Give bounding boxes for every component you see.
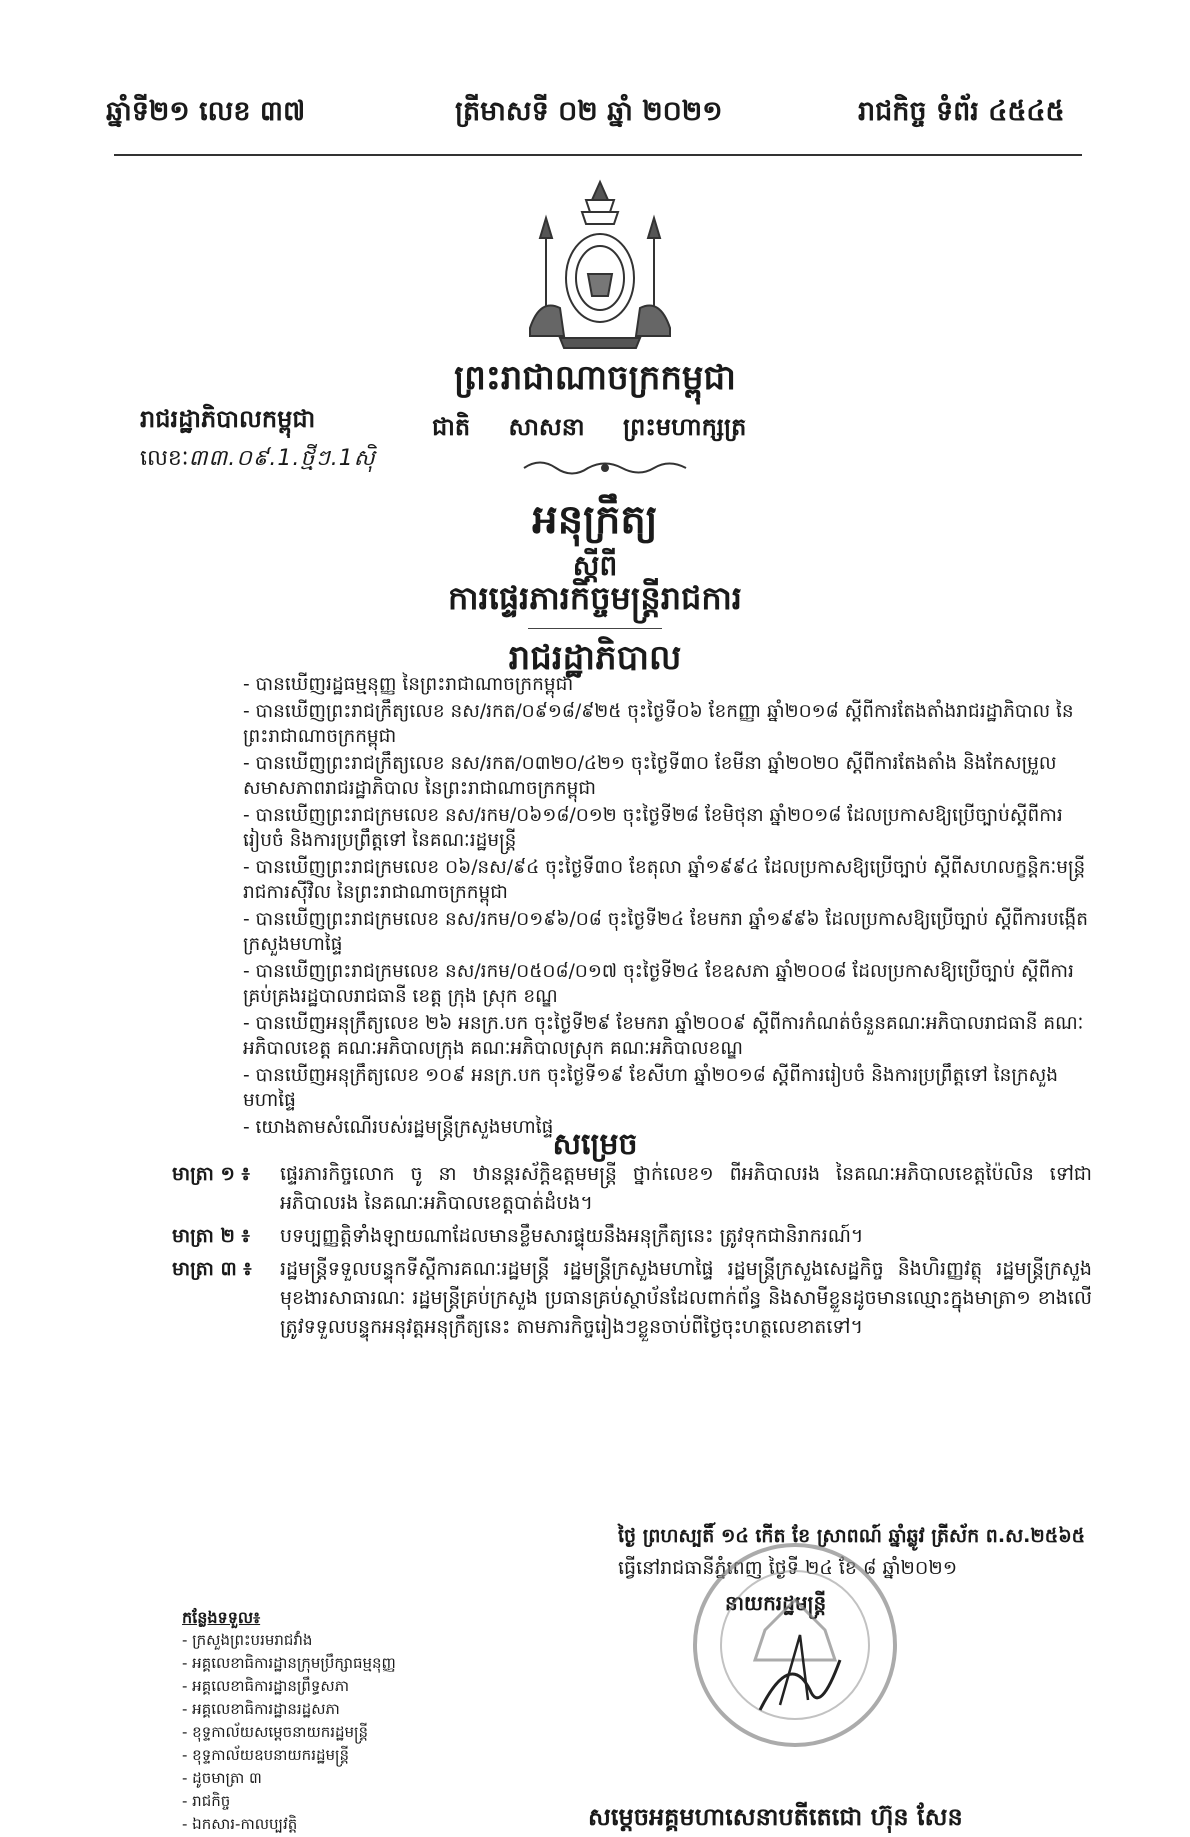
- lunar-date-line: ថ្ងៃ ព្រហស្បតិ៍ ១៤ កើត ខែ ស្រាពណ៍ ឆ្នាំឆ្លូវ ត្រីស័ក ព.ស.២៥៦៥: [618, 1525, 1086, 1547]
- about-label: ស្តីពី: [572, 549, 618, 582]
- signatory-name: សម្តេចអគ្គមហាសេនាបតីតេជោ ហ៊ុន សែន: [588, 1803, 963, 1831]
- recital-item: - បានឃើញព្រះរាជក្រមលេខ នស/រកម/០១៩៦/០៨ ចុះថ្ងៃទី២៤ ខែមករា ឆ្នាំ១៩៩៦ ដែលប្រកាសឱ្យប្រើច្បាប់ ស្តីពីការបង្កើតក្រសួងមហាផ្ទៃ: [243, 908, 1089, 955]
- distribution-item: - ខុទ្ទកាល័យឧបនាយករដ្ឋមន្ត្រី: [182, 1746, 349, 1764]
- article-label: មាត្រា ១ ៖: [172, 1163, 250, 1185]
- distribution-list: [182, 1606, 396, 1836]
- article-text: ផ្ទេរភារកិច្ចលោក ចូ នា ឋានន្តរស័ក្តិឧត្តមមន្ត្រី ថ្នាក់លេខ១ ពីអភិបាលរង នៃគណៈអភិបាលខេត្តប៉ៃលិន ទៅជាអភិបាលរង នៃគណៈអភិបាលខេត្តបាត់ដំបង។: [280, 1163, 1092, 1214]
- national-motto: ជាតិ សាសនា ព្រះមហាក្សត្រ: [432, 413, 747, 441]
- distribution-item: - អគ្គលេខាធិការដ្ឋានរដ្ឋសភា: [182, 1700, 340, 1718]
- recitals-list: [243, 672, 1093, 1141]
- header-rule: [114, 154, 1082, 156]
- place-date-line: ធ្វើនៅរាជធានីភ្នំពេញ ថ្ងៃទី ២៤ ខែ ៨ ឆ្នាំ២០២១: [618, 1557, 958, 1579]
- article-2: [172, 1222, 1092, 1251]
- recital-item: - បានឃើញព្រះរាជក្រមលេខ នស/រកម/០៦១៨/០១២ ចុះថ្ងៃទី២៨ ខែមិថុនា ឆ្នាំ២០១៨ ដែលប្រកាសឱ្យប្រើច្បាប់ស្តីពីការរៀបចំ និងការប្រព្រឹត្តទៅ នៃគណៈរដ្ឋមន្ត្រី: [243, 804, 1063, 851]
- recital-item: - បានឃើញព្រះរាជក្រមលេខ នស/រកម/០៥០៨/០១៧ ចុះថ្ងៃទី២៤ ខែឧសភា ឆ្នាំ២០០៨ ដែលប្រកាសឱ្យប្រើច្បាប់ ស្តីពីការគ្រប់គ្រងរដ្ឋបាលរាជធានី ខេត្ត ក្រុង ស្រុក ខណ្ឌ: [243, 960, 1074, 1007]
- signatory-title: នាយករដ្ឋមន្ត្រី: [725, 1591, 827, 1615]
- issuing-authority: រាជរដ្ឋាភិបាលកម្ពុជា: [140, 405, 316, 433]
- subject-rule: [528, 628, 662, 629]
- decision-heading: សម្រេច: [552, 1127, 638, 1162]
- recital-item: - បានឃើញព្រះរាជក្រឹត្យលេខ នស/រកត/០៣២០/៤២១ ចុះថ្ងៃទី៣០ ខែមីនា ឆ្នាំ២០២០ ស្តីពីការតែងតាំង និងកែសម្រួលសមាសភាពរាជរដ្ឋាភិបាល នៃព្រះរាជាណាចក្រកម្ពុជា: [243, 752, 1057, 799]
- article-text: រដ្ឋមន្ត្រីទទួលបន្ទុកទីស្តីការគណៈរដ្ឋមន្ត្រី រដ្ឋមន្ត្រីក្រសួងមហាផ្ទៃ រដ្ឋមន្ត្រីក្រសួងសេដ្ឋកិច្ច និងហិរញ្ញវត្ថុ រដ្ឋមន្ត្រីក្រសួងមុខងារសាធារណៈ រដ្ឋមន្ត្រីគ្រប់ក្រសួង ប្រធានគ្រប់ស្ថាប័នដែលពាក់ព័ន្ធ និងសាមីខ្លួនដូចមានឈ្មោះក្នុងមាត្រា១ ខាងលើ ត្រូវទទួលបន្ទុកអនុវត្តអនុក្រឹត្យនេះ តាមភារកិច្ចរៀងៗខ្លួនចាប់ពីថ្ងៃចុះហត្ថលេខាតទៅ។: [280, 1258, 1092, 1338]
- reference-handwritten: ៣៣.០៩.1.ថ្មីៗ.1ស៊ិ: [188, 446, 376, 471]
- articles-list: [172, 1160, 1092, 1346]
- distribution-item: - ដូចមាត្រា ៣: [182, 1769, 262, 1787]
- article-1: [172, 1160, 1092, 1218]
- gazette-page: រាជកិច្ច ទំព័រ ៤៥៤៥: [858, 96, 1065, 127]
- distribution-item: - អគ្គលេខាធិការដ្ឋានព្រឹទ្ធសភា: [182, 1677, 349, 1695]
- distribution-item: - អគ្គលេខាធិការដ្ឋានក្រុមប្រឹក្សាធម្មនុញ្ញ: [182, 1654, 396, 1672]
- recital-item: - បានឃើញអនុក្រឹត្យលេខ ២៦ អនក្រ.បក ចុះថ្ងៃទី២៩ ខែមករា ឆ្នាំ២០០៩ ស្តីពីការកំណត់ចំនួនគណៈអភិបាលរាជធានី គណៈអភិបាលខេត្ត គណៈអភិបាលក្រុង គណៈអភិបាលស្រុក គណៈអភិបាលខណ្ឌ: [243, 1012, 1084, 1059]
- reference-label: លេខៈ: [140, 446, 189, 471]
- distribution-item: - ក្រសួងព្រះបរមរាជវាំង: [182, 1631, 313, 1649]
- recital-item: - បានឃើញរដ្ឋធម្មនុញ្ញ នៃព្រះរាជាណាចក្រកម្ពុជា: [243, 674, 574, 695]
- government-heading: រាជរដ្ឋាភិបាល: [508, 638, 682, 678]
- recital-item: - យោងតាមសំណើរបស់រដ្ឋមន្ត្រីក្រសួងមហាផ្ទៃ: [243, 1116, 554, 1138]
- gazette-year-issue: ឆ្នាំទី២១ លេខ ៣៧: [106, 96, 306, 127]
- article-label: មាត្រា ២ ៖: [172, 1225, 250, 1247]
- distribution-item: - ឯកសារ-កាលប្បវត្តិ: [182, 1815, 298, 1833]
- gazette-quarter: ត្រីមាសទី ០២ ឆ្នាំ ២០២១: [455, 96, 723, 127]
- article-text: បទប្បញ្ញត្តិទាំងឡាយណាដែលមានខ្លឹមសារផ្ទុយនឹងអនុក្រឹត្យនេះ ត្រូវទុកជានិរាករណ៍។: [280, 1225, 864, 1247]
- recital-item: - បានឃើញអនុក្រឹត្យលេខ ១០៩ អនក្រ.បក ចុះថ្ងៃទី១៩ ខែសីហា ឆ្នាំ២០១៨ ស្តីពីការរៀបចំ និងការប្រព្រឹត្តទៅ នៃក្រសួងមហាផ្ទៃ: [243, 1064, 1058, 1111]
- article-3: [172, 1255, 1092, 1342]
- document-type: អនុក្រឹត្យ: [532, 497, 658, 543]
- distribution-item: - ខុទ្ទកាល័យសម្តេចនាយករដ្ឋមន្ត្រី: [182, 1723, 369, 1741]
- official-seal-icon: [690, 1540, 900, 1750]
- kingdom-title: ព្រះរាជាណាចក្រកម្ពុជា: [454, 358, 736, 398]
- recital-item: - បានឃើញព្រះរាជក្រឹត្យលេខ នស/រកត/០៩១៨/៩២៥ ចុះថ្ងៃទី០៦ ខែកញ្ញា ឆ្នាំ២០១៨ ស្តីពីការតែងតាំងរាជរដ្ឋាភិបាល នៃព្រះរាជាណាចក្រកម្ពុជា: [243, 700, 1074, 747]
- recital-item: - បានឃើញព្រះរាជក្រមលេខ ០៦/នស/៩៤ ចុះថ្ងៃទី៣០ ខែតុលា ឆ្នាំ១៩៩៤ ដែលប្រកាសឱ្យប្រើច្បាប់ ស្តីពីសហលក្ខន្តិកៈមន្ត្រីរាជការស៊ីវិល នៃព្រះរាជាណាចក្រកម្ពុជា: [243, 856, 1086, 903]
- ornamental-divider-icon: [520, 455, 690, 481]
- distribution-item: - រាជកិច្ច: [182, 1792, 231, 1810]
- distribution-heading: កន្លែងទទួល៖: [182, 1608, 261, 1627]
- article-label: មាត្រា ៣ ៖: [172, 1258, 252, 1280]
- royal-coat-of-arms-icon: [520, 178, 680, 353]
- document-subject: ការផ្ទេរភារកិច្ចមន្ត្រីរាជការ: [448, 579, 742, 617]
- reference-number: [140, 444, 376, 476]
